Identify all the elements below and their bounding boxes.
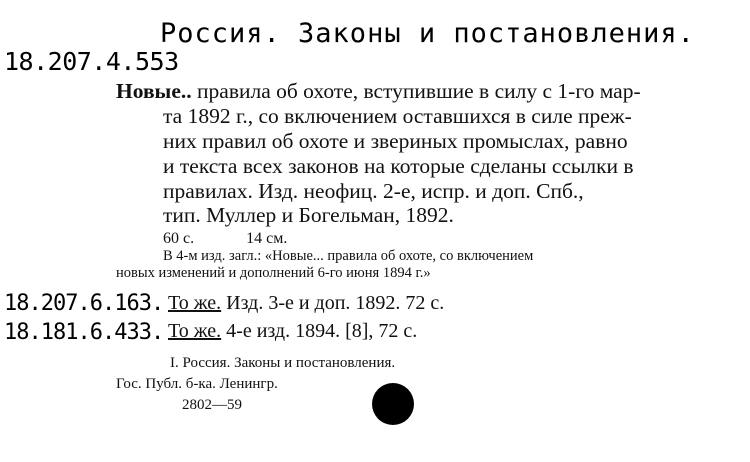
tracing: I. Россия. Законы и постановления. xyxy=(170,355,396,371)
note-line: новых изменений и дополнений 6-го июня 1894 г.» xyxy=(116,265,431,281)
handwritten-heading: Россия. Законы и постановления. xyxy=(160,18,695,49)
title-line-1 xyxy=(116,79,641,104)
body-line: правилах. Изд. неофиц. 2-е, испр. и доп. Спб., xyxy=(163,179,584,203)
card-number: 2802—59 xyxy=(182,397,242,413)
pages-count: 60 с. xyxy=(163,230,195,247)
edition-details: 4-е изд. 1894. [8], 72 с. xyxy=(226,320,418,342)
edition-line xyxy=(168,320,417,343)
edition-label: То же. xyxy=(168,320,222,342)
body-line: тип. Муллер и Богельман, 1892. xyxy=(163,203,454,227)
size: 14 см. xyxy=(246,230,288,247)
edition-label: То же. xyxy=(168,292,222,314)
edition-shelfmark: 18.181.6.433. xyxy=(4,320,164,345)
entry-word: Новые.. xyxy=(116,79,192,103)
punch-hole xyxy=(372,383,414,425)
edition-line xyxy=(168,292,444,315)
note-line: В 4-м изд. загл.: «Новые... правила об охоте, со включением xyxy=(163,248,534,264)
body-line: них правил об охоте и звериных промыслах, равно xyxy=(163,129,628,153)
edition-shelfmark: 18.207.6.163. xyxy=(4,291,164,316)
library-stamp: Гос. Публ. б-ка. Ленингр. xyxy=(116,376,278,392)
body-line: та 1892 г., со включением оставшихся в силе преж- xyxy=(163,104,632,128)
edition-details: Изд. 3-е и доп. 1892. 72 с. xyxy=(226,292,445,314)
shelfmark: 18.207.4.553 xyxy=(4,47,179,76)
body-line: правила об охоте, вступившие в силу с 1-го мар- xyxy=(197,79,641,103)
physical-description xyxy=(163,230,287,248)
body-line: и текста всех законов на которые сделаны ссылки в xyxy=(163,154,634,178)
